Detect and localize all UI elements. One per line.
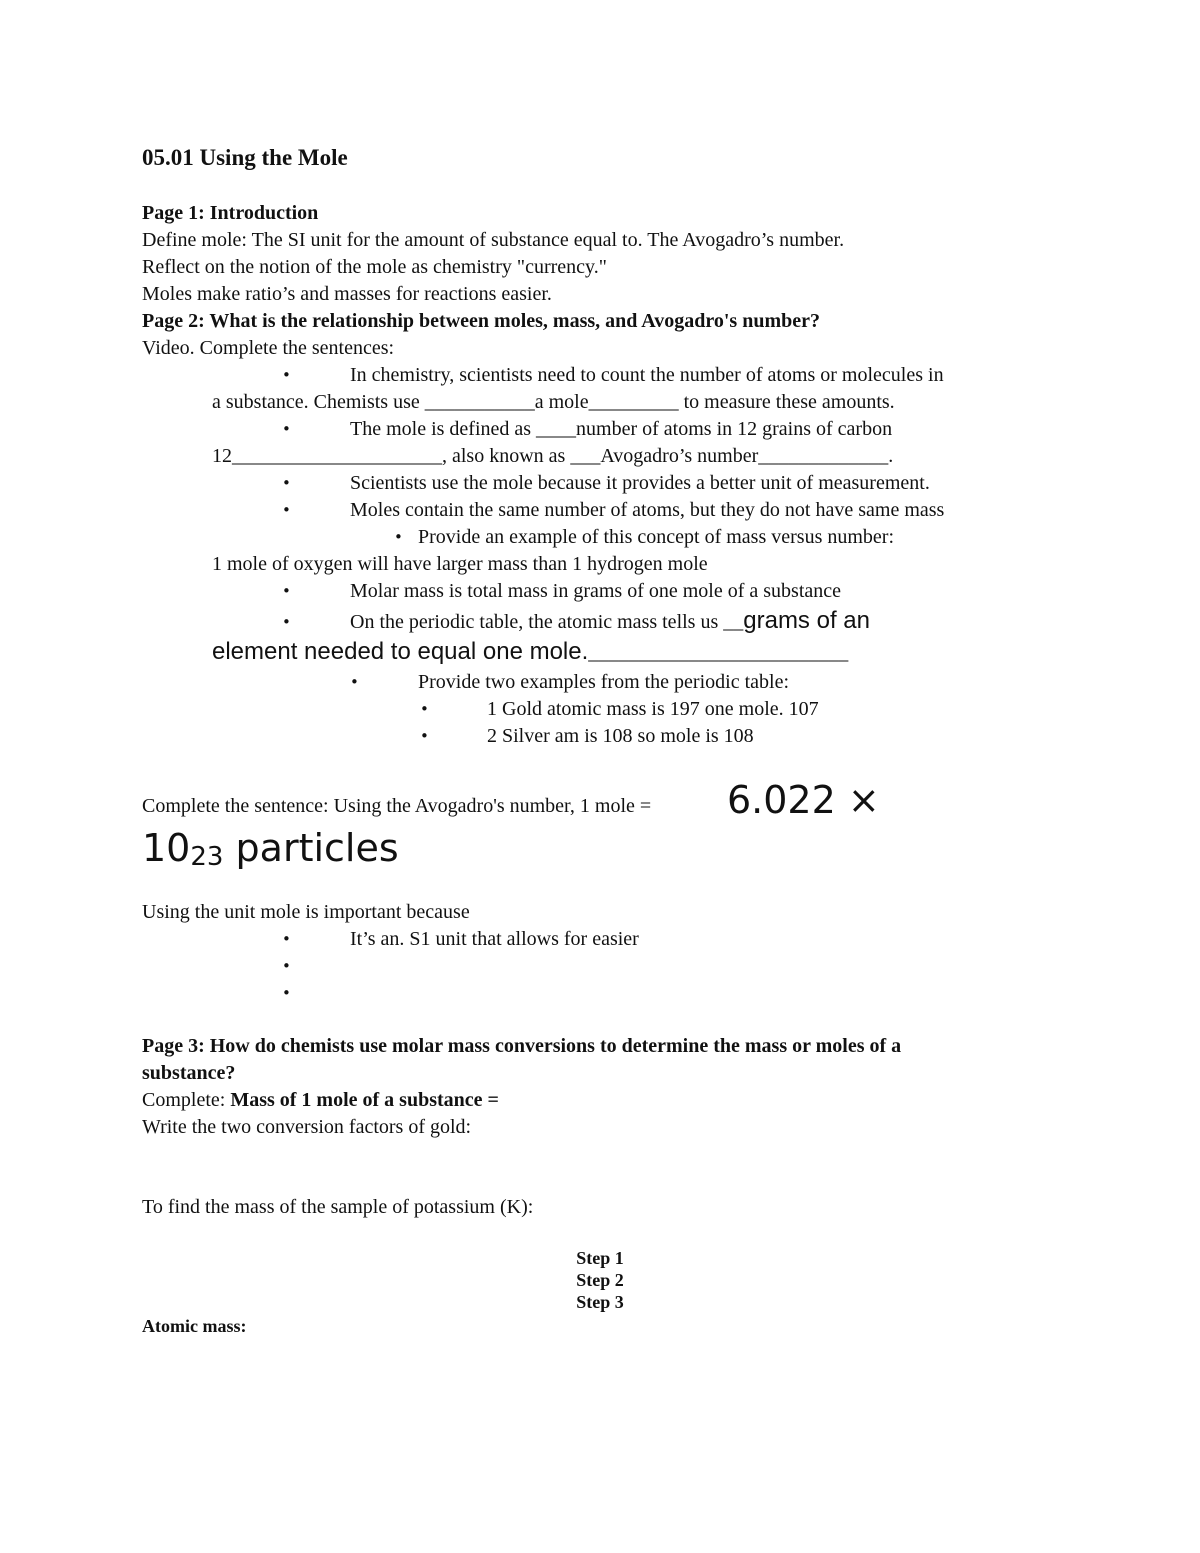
avogadro-exponent: 23 — [190, 842, 224, 872]
page1-heading: Page 1: Introduction — [142, 202, 319, 224]
importance-intro: Using the unit mole is important because — [142, 901, 470, 923]
bullet-icon: • — [394, 528, 403, 546]
atomic-mass-answer-cont — [212, 638, 848, 667]
step-2: Step 2 — [576, 1270, 624, 1290]
avogadro-base: 10 — [142, 826, 191, 870]
mass-of-mole-bold: Mass of 1 mole of a substance = — [230, 1089, 499, 1111]
bullet-count-atoms-cont: a substance. Chemists use ___________a mole_________ to measure these amounts. — [212, 391, 895, 413]
bullet-better-unit: Scientists use the mole because it provides a better unit of measurement. — [350, 472, 930, 494]
avogadro-particles — [142, 826, 399, 873]
page3-heading-cont: substance? — [142, 1062, 236, 1084]
bullet-icon: • — [282, 957, 291, 975]
example-gold: 1 Gold atomic mass is 197 one mole. 107 — [487, 698, 819, 720]
bullet-icon: • — [282, 420, 291, 438]
video-intro: Video. Complete the sentences: — [142, 337, 395, 359]
bullet-same-atoms: Moles contain the same number of atoms, but they do not have same mass — [350, 499, 945, 521]
atomic-mass-blank: __________________________ — [588, 642, 849, 664]
bullet-molar-mass: Molar mass is total mass in grams of one mole of a substance — [350, 580, 842, 602]
bullet-icon: • — [282, 474, 291, 492]
bullet-count-atoms: In chemistry, scientists need to count the number of atoms or molecules in — [350, 364, 944, 386]
reflect-line: Reflect on the notion of the mole as chemistry "currency." — [142, 256, 607, 278]
bullet-example-prompt: Provide an example of this concept of mass versus number: — [418, 526, 894, 548]
bullet-icon: • — [282, 366, 291, 384]
bullet-icon: • — [350, 673, 359, 691]
potassium-line: To find the mass of the sample of potassium (K): — [142, 1196, 534, 1218]
bullet-icon: • — [282, 930, 291, 948]
bullet-icon: • — [282, 501, 291, 519]
bullet-atomic-mass — [350, 607, 870, 636]
step-1: Step 1 — [576, 1248, 624, 1268]
bullet-icon: • — [282, 613, 291, 631]
bullet-icon: • — [282, 582, 291, 600]
define-mole-line: Define mole: The SI unit for the amount of substance equal to. The Avogadro’s number. — [142, 229, 845, 251]
atomic-mass-answer-line2: element needed to equal one mole. — [212, 638, 589, 665]
page3-heading: Page 3: How do chemists use molar mass conversions to determine the mass or moles of a — [142, 1035, 902, 1057]
atomic-mass-answer: grams of an — [743, 607, 870, 634]
step-3: Step 3 — [576, 1292, 624, 1312]
example-silver: 2 Silver am is 108 so mole is 108 — [487, 725, 754, 747]
importance-bullet-1: It’s an. S1 unit that allows for easier — [350, 928, 639, 950]
conversion-factors-line: Write the two conversion factors of gold: — [142, 1116, 472, 1138]
bullet-icon: • — [420, 700, 429, 718]
atomic-mass-label: Atomic mass: — [142, 1316, 247, 1336]
moles-ratio-line: Moles make ratio’s and masses for reactions easier. — [142, 283, 552, 305]
bullet-mole-defined: The mole is defined as ____number of atoms in 12 grains of carbon — [350, 418, 893, 440]
avogadro-sentence: Complete the sentence: Using the Avogadro's number, 1 mole = — [142, 795, 652, 817]
complete-mass-line — [142, 1088, 499, 1112]
complete-label: Complete: — [142, 1089, 231, 1111]
avogadro-value: 6.022 × — [727, 778, 880, 822]
page2-heading: Page 2: What is the relationship between moles, mass, and Avogadro's number? — [142, 310, 820, 332]
bullet-icon: • — [420, 727, 429, 745]
bullet-two-examples: Provide two examples from the periodic table: — [418, 671, 790, 693]
atomic-mass-text: On the periodic table, the atomic mass tells us __ — [350, 611, 744, 633]
document-title: 05.01 Using the Mole — [142, 145, 348, 170]
avogadro-unit: particles — [223, 826, 399, 870]
bullet-mole-defined-cont: 12_____________________, also known as ___Avogadro’s number_____________. — [212, 445, 894, 467]
bullet-icon: • — [282, 984, 291, 1002]
example-answer: 1 mole of oxygen will have larger mass than 1 hydrogen mole — [212, 553, 708, 575]
